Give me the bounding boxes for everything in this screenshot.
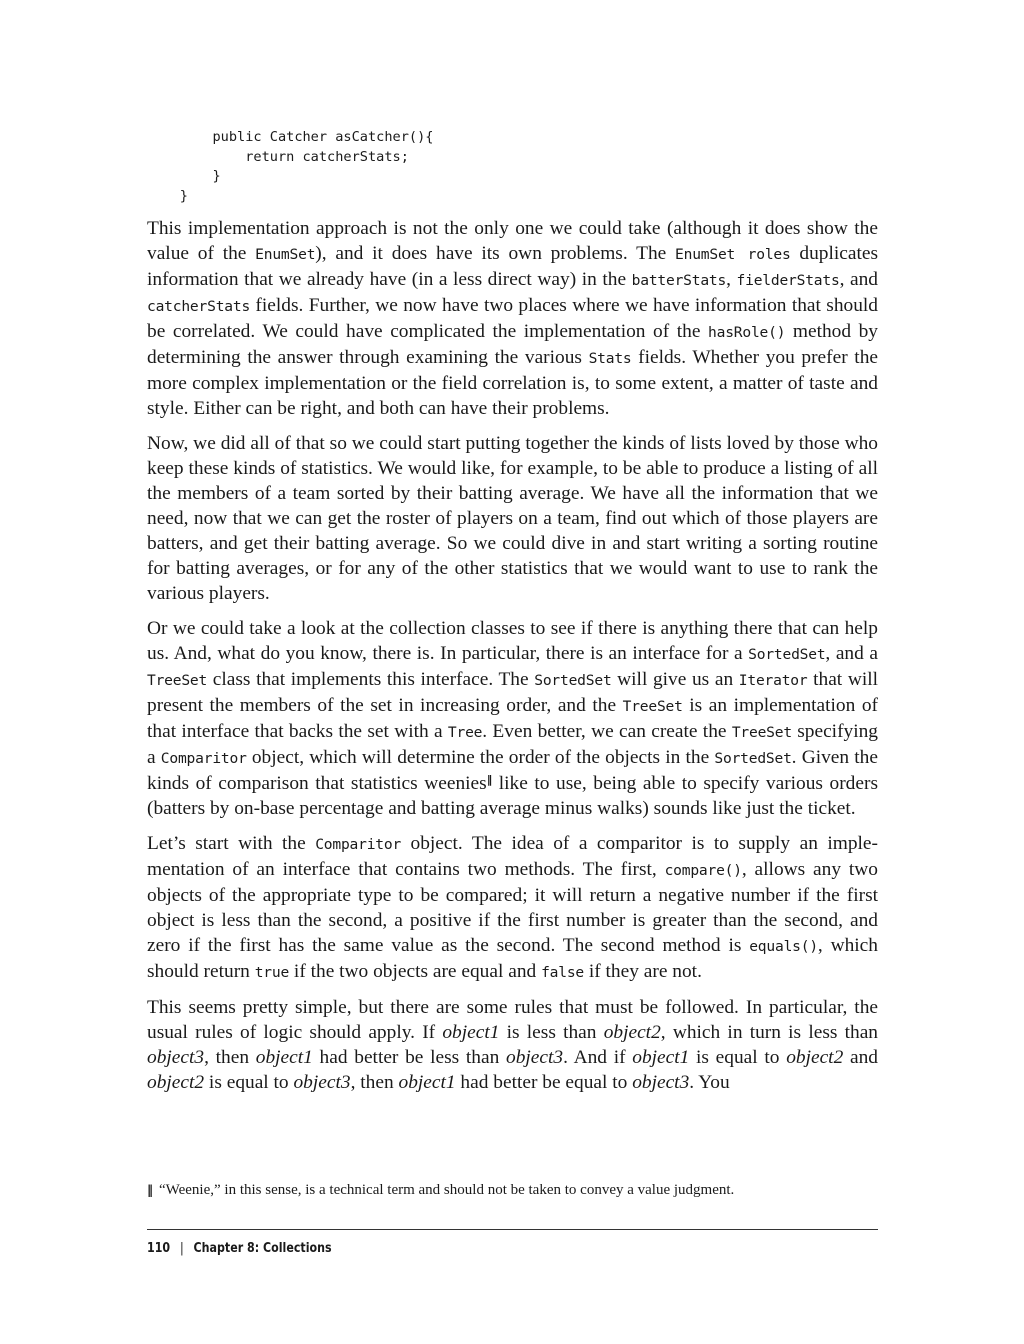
text-run: . Even better, we can create the [482,721,732,742]
text-run: had better be less than [312,1047,507,1068]
text-run: ), and it does have its own problems. The [315,243,676,264]
inline-code: EnumSet [255,246,316,263]
text-run: , allows any two objects of the appropriate type to be compared; it will return a negative number if the first object is less than the second, a positive if the first number is greater than the second, and zero if the first has the same value as the second. The second method is [147,859,878,956]
text-run: duplicates information that we already have (in a less direct way) in the [147,243,878,290]
code-line: public Catcher asCatcher(){ [147,129,434,145]
text-run: is an implementation of that interface that backs the set with a [147,695,878,742]
text-run: . And if [563,1047,633,1068]
text-run: object, which will determine the order of the objects in the [246,747,715,768]
chapter-title: Chapter 8: Collections [193,1240,332,1256]
italic-term: object2 [603,1022,661,1043]
inline-code: compare() [664,862,742,879]
inline-code: Tree [447,724,483,741]
inline-code: fielderStats [736,272,840,289]
text-run: specifying a [147,721,879,768]
text-run: and [843,1047,878,1068]
inline-code: TreeSet [622,698,683,715]
footnote-text: “Weenie,” in this sense, is a technical term and should not be taken to convey a value judgment. [159,1182,735,1198]
text-run: , which in turn is less than [660,1022,879,1043]
footer-rule [147,1229,878,1230]
inline-code: TreeSet [147,672,208,689]
text-run: , [726,269,737,290]
text-run: This implementation approach is not the only one we could take (although it does show the value of the [147,218,878,264]
inline-code: batterStats [631,272,727,289]
body-text [147,216,878,1105]
text-run: is equal to [204,1072,294,1093]
footnote [147,1180,878,1200]
text-run: that will present the members of the set in increasing order, and the [147,669,878,716]
italic-term: object3 [632,1072,690,1093]
page-number: 110 [147,1240,171,1256]
text-run: will give us an [611,669,739,690]
code-line: } [147,187,188,204]
text-run: like to use, being able to specify various orders (batters by on-base percentage and batting average minus walks) sounds like just the ticket. [147,773,878,819]
italic-term: object1 [632,1047,690,1068]
inline-code: SortedSet [534,672,612,689]
text-run: class that implements this interface. The [207,669,535,690]
book-page [147,0,878,1344]
text-run: Or we could take a look at the collection classes to see if there is anything there that can help us. And, what do you know, there is. In particular, there is an interface for a [147,618,878,664]
footnote-reference: ‖ [486,773,493,786]
text-run: if the two objects are equal and [289,961,542,982]
text-run: . Given the kinds of comparison that statistics weenies [147,747,878,794]
footer-separator: | [179,1240,184,1256]
text-run: is less than [499,1022,604,1043]
code-line: } [147,168,221,185]
italic-term: object3 [506,1047,564,1068]
italic-term: object2 [147,1072,205,1093]
text-run: had better be equal to [455,1072,633,1093]
paragraph [147,616,878,821]
inline-code: Comparitor [315,836,402,853]
inline-code: catcherStats [147,298,251,315]
text-run: object. The idea of a comparitor is to supply an implementation of an interface that contains two methods. The first, [147,833,878,880]
text-run: is equal to [689,1047,787,1068]
inline-code: equals() [749,938,818,955]
text-run: , then [350,1072,399,1093]
paragraph [147,995,878,1095]
paragraph [147,216,878,421]
italic-term: object3 [293,1072,351,1093]
inline-code: EnumSet roles [675,246,791,263]
text-run: , which should return [147,935,878,982]
italic-term: object1 [442,1022,500,1043]
text-run: , and a [825,643,878,664]
text-run: Let’s start with the [147,833,316,854]
paragraph [147,431,878,606]
italic-term: object2 [786,1047,844,1068]
code-line: return catcherStats; [147,148,409,165]
text-run: . You [689,1072,730,1093]
inline-code: false [541,964,584,981]
text-run: This seems pretty simple, but there are some rules that must be followed. In particular, the usual rules of logic should apply. If [147,997,878,1043]
code-block [147,128,433,206]
inline-code: SortedSet [748,646,826,663]
inline-code: Stats [588,350,632,367]
inline-code: SortedSet [714,750,792,767]
footnote-mark: ‖ [147,1183,153,1197]
text-run: fields. Whether you prefer the more complex implementation or the field correlation is, to some extent, a matter of taste and style. Either can be right, and both can have their problems. [147,347,878,419]
page-footer [147,1238,332,1258]
inline-code: true [254,964,290,981]
text-run: , then [204,1047,256,1068]
inline-code: hasRole() [708,324,786,341]
italic-term: object1 [398,1072,456,1093]
text-run: method by determining the answer through examining the various [147,321,879,368]
text-run: Now, we did all of that so we could start putting together the kinds of lists loved by those who keep these kinds of statistics. We would like, for example, to be able to produce a listing of all the members of a team sorted by their batting average. We have all the information that we need, now that we can get the roster of players on a team, find out which of those players are batters, and get their batting average. So we could dive in and start writing a sorting routine for batting averages, or for any of the other statistics that we would want to use to rank the various players. [147,433,878,604]
text-run: if they are not. [584,961,702,982]
paragraph [147,831,878,985]
text-run: fields. Further, we now have two places where we have information that should be correlated. We could have complicated the implementation of the [147,295,878,342]
text-run: , and [839,269,878,290]
inline-code: Comparitor [160,750,247,767]
inline-code: Iterator [738,672,808,689]
italic-term: object3 [147,1047,205,1068]
italic-term: object1 [255,1047,313,1068]
inline-code: TreeSet [731,724,792,741]
